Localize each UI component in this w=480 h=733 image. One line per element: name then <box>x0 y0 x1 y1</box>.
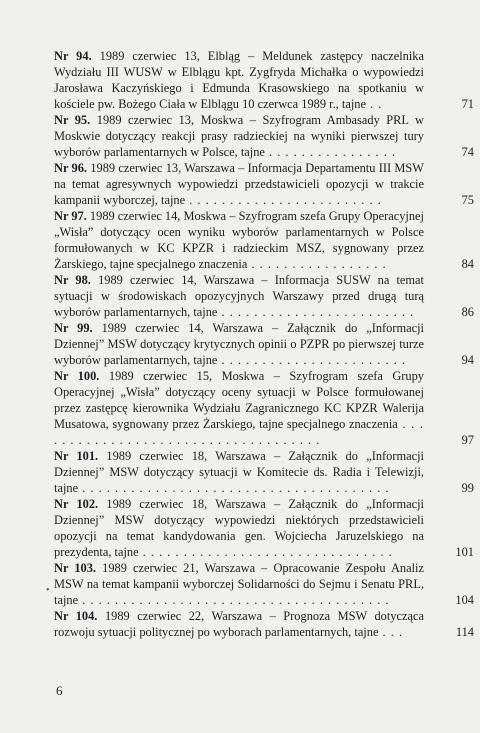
entry-page-number: 99 <box>461 481 474 495</box>
entry-page-number: 94 <box>461 353 474 367</box>
entry-text: 1989 czerwiec 21, Warszawa – Opracowanie Zespołu Analiz MSW na temat kampanii wyborczej Solidarności do Sejmu i Senatu PRL, tajne <box>54 561 424 607</box>
toc-entry-95 <box>54 112 474 160</box>
leader-dots: . . . . . . . . . . . . . . . . . . . . . . . . . . . . . . . . . . . . . . <box>78 481 390 495</box>
page-folio: 6 <box>56 683 63 698</box>
entry-page-number: 104 <box>455 593 474 607</box>
entry-page-number: 74 <box>461 145 474 159</box>
leader-dots: . . . . . . . . . . . . . . . . . . . . . . . . . . . . . . . . . . . . . . <box>78 593 390 607</box>
entry-text: 1989 czerwiec 22, Warszawa – Prognoza MSW dotycząca rozwoju sytuacji politycznej po wyborach parlamentarnych, tajne <box>54 609 424 639</box>
entry-number: Nr 102. <box>54 497 99 511</box>
entry-number: Nr 94. <box>54 49 92 63</box>
toc-entry-102 <box>54 496 474 560</box>
toc-entry-100 <box>54 368 474 448</box>
leader-dots: . . . . . . . . . . . . . . . . . . . . . . . <box>217 353 406 367</box>
entry-page-number: 114 <box>455 625 474 639</box>
entry-page-number: 84 <box>461 257 474 271</box>
leader-dots: . . . . . . . . . . . . . . . . . <box>247 257 387 271</box>
toc-entry-103 <box>54 560 474 608</box>
entry-text: 1989 czerwiec 18, Warszawa – Załącznik do „Informacji Dziennej” MSW dotyczący wypowiedzi niektórych przedstawicieli opozycji na temat kandydowania gen. Wojciecha Jaruzelskiego na prezydenta, tajne <box>54 497 424 559</box>
toc-entry-99 <box>54 320 474 368</box>
entry-text: 1989 czerwiec 14, Warszawa – Załącznik do „Informacji Dziennej” MSW dotyczący krytycznych opinii o PZPR po pierwszej turze wyborów parlamentarnych, tajne <box>54 321 424 367</box>
leader-dots: . . . <box>378 625 404 639</box>
entry-text: 1989 czerwiec 13, Warszawa – Informacja Departamentu III MSW na temat agresywnych wypowiedzi przedstawicieli opozycji w trakcie kampanii wyborczej, tajne <box>54 161 424 207</box>
entry-text: 1989 czerwiec 14, Moskwa – Szyfrogram szefa Grupy Operacyjnej „Wisła” dotyczący ocen wyniku wyborów parlamentarnych w Polsce formułowanych w KC KPZR i radzieckim MSZ, sygnowany przez Żarskiego, tajne specjalnego znaczenia <box>54 209 425 271</box>
toc-entry-101 <box>54 448 474 496</box>
toc-entry-94 <box>54 48 474 112</box>
entry-number: Nr 100. <box>54 369 100 383</box>
entry-number: Nr 98. <box>54 273 91 287</box>
entry-page-number: 71 <box>461 97 474 111</box>
entry-text: 1989 czerwiec 18, Warszawa – Załącznik do „Informacji Dziennej” MSW dotyczący sytuacji w Komitecie ds. Radia i Telewizji, tajne <box>54 449 424 495</box>
toc-entry-96 <box>54 160 474 208</box>
entry-text: 1989 czerwiec 13, Moskwa – Szyfrogram Ambasady PRL w Moskwie dotyczący reakcji prasy radzieckiej na wyniki pierwszej tury wyborów parlamentarnych w Polsce, tajne <box>54 113 425 159</box>
leader-dots: . . . . . . . . . . . . . . . . <box>264 145 397 159</box>
leader-dots: . . . . . . . . . . . . . . . . . . . . . . . . . . . . . . . <box>138 545 393 559</box>
toc-entry-104 <box>54 608 474 640</box>
entry-number: Nr 97. <box>54 209 87 223</box>
entry-text: 1989 czerwiec 15, Moskwa – Szyfrogram szefa Grupy Operacyjnej „Wisła” dotyczący oceny sytuacji w Polsce formułowanej przez zastępcę kierownika Wydziału Zagranicznego KC KPZR Walerija Musatowa, sygnowany przez Żarskiego, tajne specjalnego znaczenia <box>54 369 424 431</box>
entry-number: Nr 96. <box>54 161 88 175</box>
entry-number: Nr 95. <box>54 113 91 127</box>
toc-entry-97 <box>54 208 474 272</box>
entry-page-number: 86 <box>461 305 474 319</box>
entry-number: Nr 104. <box>54 609 98 623</box>
ink-mark-icon: • <box>46 585 50 596</box>
toc-entry-98 <box>54 272 474 320</box>
entry-text: 1989 czerwiec 13, Elbląg – Meldunek zastępcy naczelnika Wydziału III WUSW w Elblągu kpt. Zygfryda Michałka o wypowiedzi Jarosława Kaczyńskiego i Edmunda Krasowskiego na spotkaniu w kościele pw. Bożego Ciała w Elblągu 10 czerwca 1989 r., tajne <box>54 49 425 111</box>
leader-dots: . . . . . . . . . . . . . . . . . . . . . . . . <box>185 193 382 207</box>
leader-dots: . . . . . . . . . . . . . . . . . . . . . . . . . . . . . . . . . . . . <box>54 417 424 447</box>
entry-number: Nr 101. <box>54 449 99 463</box>
entry-number: Nr 99. <box>54 321 93 335</box>
leader-dots: . . <box>365 97 383 111</box>
entry-page-number: 75 <box>461 193 474 207</box>
leader-dots: . . . . . . . . . . . . . . . . . . . . . . . . <box>217 305 415 319</box>
entry-text: 1989 czerwiec 14, Warszawa – Informacja SUSW na temat sytuacji w środowiskach opozycyjnych Warszawy przed drugą turą wyborów parlamentarnych, tajne <box>54 273 424 319</box>
entry-number: Nr 103. <box>54 561 97 575</box>
table-of-contents <box>54 48 474 640</box>
entry-page-number: 101 <box>455 545 474 559</box>
entry-page-number: 97 <box>461 433 474 447</box>
